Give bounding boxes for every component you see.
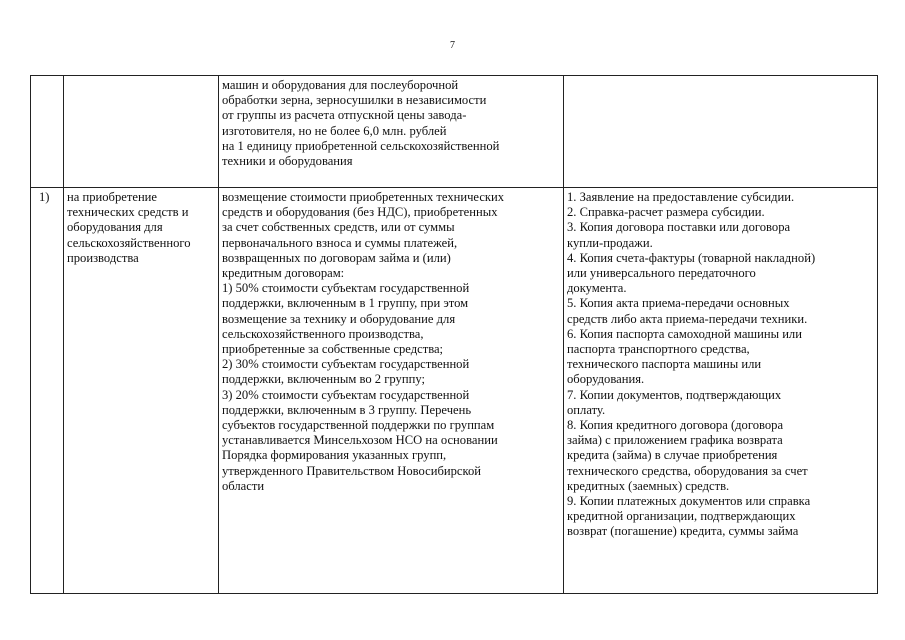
page-number: 7	[450, 40, 455, 51]
text-line: технического паспорта машины или	[567, 357, 762, 372]
text-line: сельскохозяйственного производства,	[222, 326, 424, 341]
cell-number	[31, 76, 64, 188]
text-line: на приобретение	[67, 190, 158, 204]
text-line: средств и оборудования (без НДС), приобретенных	[222, 205, 498, 220]
text-line: обработки зерна, зерносушилки в независимости	[222, 93, 487, 108]
text-line: возврат (погашение) кредита, суммы займа	[567, 524, 799, 539]
text-line: оборудования для	[67, 220, 163, 235]
text-line: техники и оборудования	[222, 154, 353, 169]
cell-documents	[564, 188, 878, 594]
text-line: 8. Копия кредитного договора (договора	[567, 418, 784, 433]
text-line: или универсального передаточного	[567, 266, 756, 281]
text-line: 4. Копия счета-фактуры (товарной накладной)	[567, 250, 816, 265]
text-line: документа.	[567, 281, 627, 296]
item-number: 1)	[39, 190, 50, 204]
text-line: от группы из расчета отпускной цены завода-	[222, 108, 467, 123]
text-line: 3) 20% стоимости субъектам государственной	[222, 387, 470, 402]
text-line: кредита (займа) в случае приобретения	[567, 448, 778, 463]
text-line: за счет собственных средств, или от суммы	[222, 220, 455, 235]
text-line: изготовителя, но не более 6,0 млн. рублей	[222, 123, 447, 138]
table-row-continuation	[31, 76, 878, 188]
text-line: 3. Копия договора поставки или договора	[567, 220, 791, 235]
text-line: приобретенные за собственные средства;	[222, 342, 444, 357]
text-line: кредитным договорам:	[222, 266, 345, 281]
text-line: поддержки, включенным во 2 группу;	[222, 372, 425, 387]
cell-name	[64, 76, 219, 188]
text-line: Порядка формирования указанных групп,	[222, 448, 447, 463]
subsidy-table	[30, 75, 878, 594]
text-line: купли-продажи.	[567, 235, 653, 250]
text-line: субъектов государственной поддержки по группам	[222, 418, 495, 433]
text-line: оборудования.	[567, 372, 645, 387]
cell-documents	[564, 76, 878, 188]
text-line: поддержки, включенным в 1 группу, при этом	[222, 296, 469, 311]
text-line: утвержденного Правительством Новосибирской	[222, 463, 481, 478]
text-line: 2. Справка-расчет размера субсидии.	[567, 205, 765, 220]
text-line: возмещение за технику и оборудование для	[222, 311, 456, 326]
conditions-text	[222, 78, 560, 169]
text-line: 1) 50% стоимости субъектам государственной	[222, 281, 470, 296]
text-line: сельскохозяйственного	[67, 235, 191, 250]
text-line: 2) 30% стоимости субъектам государственной	[222, 357, 470, 372]
text-line: технических средств и	[67, 205, 189, 220]
text-line: 9. Копии платежных документов или справка	[567, 494, 811, 509]
cell-number	[31, 188, 64, 594]
text-line: производства	[67, 250, 139, 265]
cell-conditions	[219, 188, 564, 594]
text-line: кредитных (заемных) средств.	[567, 478, 730, 493]
text-line: первоначального взноса и суммы платежей,	[222, 235, 458, 250]
text-line: паспорта транспортного средства,	[567, 342, 750, 357]
text-line: средств либо акта приема-передачи техники.	[567, 311, 808, 326]
text-line: на 1 единицу приобретенной сельскохозяйственной	[222, 138, 500, 153]
conditions-text	[222, 190, 560, 494]
text-line: кредитной организации, подтверждающих	[567, 509, 796, 524]
text-line: 7. Копии документов, подтверждающих	[567, 387, 782, 402]
text-line: 5. Копия акта приема-передачи основных	[567, 296, 790, 311]
text-line: возмещение стоимости приобретенных технических	[222, 190, 505, 204]
cell-conditions	[219, 76, 564, 188]
documents-list	[567, 190, 874, 540]
cell-name	[64, 188, 219, 594]
text-line: устанавливается Минсельхозом НСО на основании	[222, 433, 498, 448]
text-line: займа) с приложением графика возврата	[567, 433, 783, 448]
text-line: технического средства, оборудования за счет	[567, 463, 808, 478]
text-line: 1. Заявление на предоставление субсидии.	[567, 190, 795, 204]
text-line: машин и оборудования для послеуборочной	[222, 78, 459, 92]
item-name-text	[67, 190, 215, 266]
text-line: оплату.	[567, 402, 606, 417]
text-line: 6. Копия паспорта самоходной машины или	[567, 326, 802, 341]
table-row-item-1	[31, 188, 878, 594]
text-line: возвращенных по договорам займа и (или)	[222, 250, 451, 265]
text-line: области	[222, 478, 265, 493]
text-line: поддержки, включенным в 3 группу. Перечень	[222, 402, 472, 417]
